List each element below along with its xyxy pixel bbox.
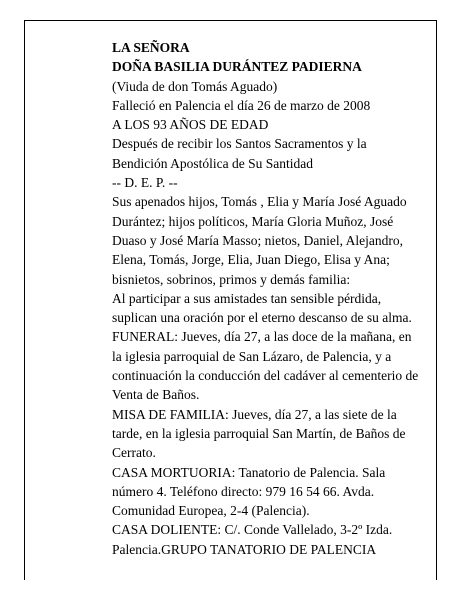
death-line: Falleció en Palencia el día 26 de marzo de 2008 [112,97,371,113]
mourning-home-paragraph: CASA DOLIENTE: C/. Conde Vallelado, 3-2º Izda. Palencia.GRUPO TANATORIO DE PALENCIA [112,522,393,557]
deceased-name: DOÑA BASILIA DURÁNTEZ PADIERNA [112,59,362,75]
sacraments-paragraph: Después de recibir los Santos Sacramentos y la Bendición Apostólica de Su Santidad [112,136,367,171]
request-paragraph: Al participar a sus amistades tan sensible pérdida, suplican una oración por el eterno descanso de su alma. [112,290,412,326]
obituary-notice [112,38,424,559]
widow-line: (Viuda de don Tomás Aguado) [112,78,278,94]
funeral-paragraph: FUNERAL: Jueves, día 27, a las doce de la mañana, en la iglesia parroquial de San Lázaro, de Palencia, y a continuación la conducción del cadáver al cementerio de Venta de Baños. [112,329,419,403]
notice-title: LA SEÑORA [112,40,190,55]
age-line: A LOS 93 AÑOS DE EDAD [112,117,269,133]
mortuary-paragraph: CASA MORTUORIA: Tanatorio de Palencia. Sala número 4. Teléfono directo: 979 16 54 66. Avda. Comunidad Europea, 2-4 (Palencia). [112,464,386,519]
rip-line: -- D. E. P. -- [112,175,178,191]
family-paragraph: Sus apenados hijos, Tomás , Elia y María José Aguado Durántez; hijos políticos, María Gloria Muñoz, José Duaso y José María Masso; nietos, Daniel, Alejandro, Elena, Tomás, Jorge, Elia, Juan Diego, Elisa y Ana; bisnietos, sobrinos, primos y demás familia: [112,194,407,287]
family-mass-paragraph: MISA DE FAMILIA: Jueves, día 27, a las siete de la tarde, en la iglesia parroquial San Martín, de Baños de Cerrato. [112,406,406,461]
